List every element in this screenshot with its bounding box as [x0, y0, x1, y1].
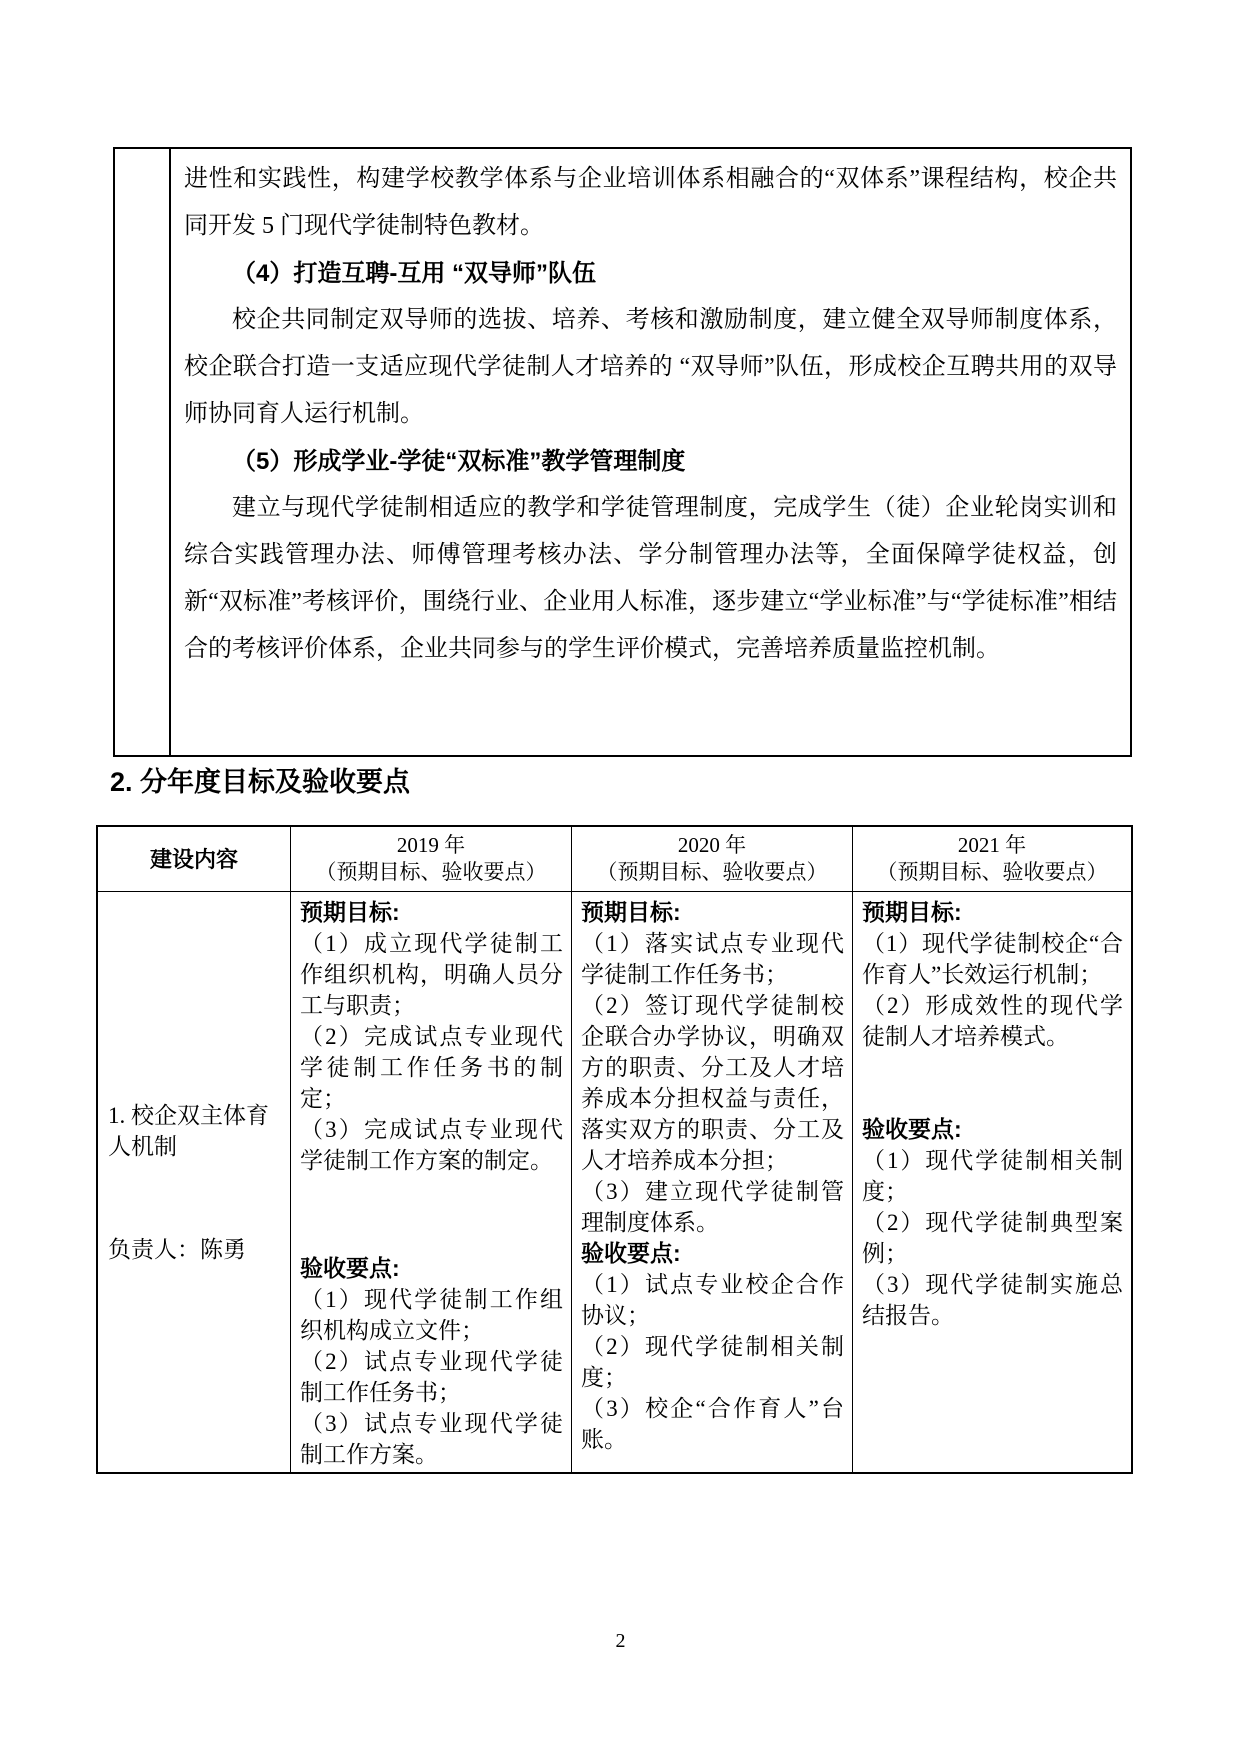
year-2019-subtitle: （预期目标、验收要点）: [315, 860, 547, 884]
goals-label-2019: 预期目标:: [300, 899, 400, 925]
spacer: [300, 1176, 563, 1253]
goal-item: （1）成立现代学徒制工作组织机构，明确人员分工与职责；: [300, 931, 563, 1018]
spacer: [862, 1052, 1123, 1114]
year-2021-label: 2021 年: [957, 833, 1027, 857]
goals-table: [96, 825, 1133, 1474]
goal-item: （2）形成效性的现代学徒制人才培养模式。: [862, 993, 1123, 1049]
year-2019-label: 2019 年: [396, 833, 466, 857]
row-construction-content-cell: [98, 892, 291, 1472]
year-2020-label: 2020 年: [677, 833, 747, 857]
footer-page-number: 2: [615, 1630, 626, 1652]
continuation-table-margin-cell: [115, 149, 171, 755]
paragraph-heading-5: （5）形成学业-学徒“双标准”教学管理制度: [232, 448, 686, 475]
acceptance-label-2020: 验收要点:: [581, 1240, 681, 1266]
row-owner: 负责人：陈勇: [108, 1236, 246, 1262]
row-title: 1. 校企双主体育人机制: [108, 1102, 269, 1159]
acceptance-item: （3）校企“合作育人”台账。: [581, 1396, 844, 1452]
cell-2021: [853, 892, 1131, 1472]
section-heading: 2. 分年度目标及验收要点: [110, 767, 411, 797]
year-2021-subtitle: （预期目标、验收要点）: [876, 860, 1108, 884]
goal-item: （3）完成试点专业现代学徒制工作方案的制定。: [300, 1117, 563, 1173]
paragraph-continuation: 进性和实践性，构建学校教学体系与企业培训体系相融合的“双体系”课程结构，校企共同开发 5 门现代学徒制特色教材。: [184, 166, 1117, 239]
header-cell-2019: [291, 827, 572, 892]
acceptance-label-2021: 验收要点:: [862, 1116, 962, 1142]
acceptance-item: （3）试点专业现代学徒制工作方案。: [300, 1411, 563, 1467]
year-2020-subtitle: （预期目标、验收要点）: [596, 860, 828, 884]
acceptance-item: （2）试点专业现代学徒制工作任务书；: [300, 1349, 563, 1405]
continuation-table: [113, 147, 1132, 757]
acceptance-item: （3）现代学徒制实施总结报告。: [862, 1272, 1123, 1328]
construction-content-label: 建设内容: [149, 846, 238, 872]
acceptance-item: （1）试点专业校企合作协议；: [581, 1272, 844, 1328]
goals-label-2020: 预期目标:: [581, 899, 681, 925]
continuation-table-content-cell: [171, 149, 1130, 755]
acceptance-item: （2）现代学徒制相关制度；: [581, 1334, 844, 1390]
header-cell-2021: [853, 827, 1131, 892]
cell-2019: [291, 892, 572, 1472]
header-cell-construction-content: [98, 827, 291, 892]
header-cell-2020: [572, 827, 853, 892]
acceptance-item: （2）现代学徒制典型案例；: [862, 1210, 1123, 1266]
acceptance-label-2019: 验收要点:: [300, 1255, 400, 1281]
goal-item: （1）落实试点专业现代学徒制工作任务书；: [581, 931, 844, 987]
goals-label-2021: 预期目标:: [862, 899, 962, 925]
acceptance-item: （1）现代学徒制相关制度；: [862, 1148, 1123, 1204]
paragraph-heading-4: （4）打造互聘-互用 “双导师”队伍: [232, 260, 597, 287]
cell-2020: [572, 892, 853, 1472]
acceptance-item: （1）现代学徒制工作组织机构成立文件；: [300, 1287, 563, 1343]
paragraph-body-4: 校企共同制定双导师的选拔、培养、考核和激励制度，建立健全双导师制度体系，校企联合打造一支适应现代学徒制人才培养的 “双导师”队伍，形成校企互聘共用的双导师协同育人运行机制。: [184, 307, 1117, 427]
goal-item: （1）现代学徒制校企“合作育人”长效运行机制；: [862, 931, 1123, 987]
paragraph-body-5: 建立与现代学徒制相适应的教学和学徒管理制度，完成学生（徒）企业轮岗实训和综合实践管理办法、师傅管理考核办法、学分制管理办法等，全面保障学徒权益，创新“双标准”考核评价，围绕行业、企业用人标准，逐步建立“学业标准”与“学徒标准”相结合的考核评价体系，企业共同参与的学生评价模式，完善培养质量监控机制。: [184, 495, 1117, 662]
goal-item: （2）签订现代学徒制校企联合办学协议，明确双方的职责、分工及人才培养成本分担权益与责任，落实双方的职责、分工及人才培养成本分担；: [581, 993, 844, 1173]
goal-item: （3）建立现代学徒制管理制度体系。: [581, 1179, 844, 1235]
goal-item: （2）完成试点专业现代学徒制工作任务书的制定；: [300, 1024, 563, 1111]
